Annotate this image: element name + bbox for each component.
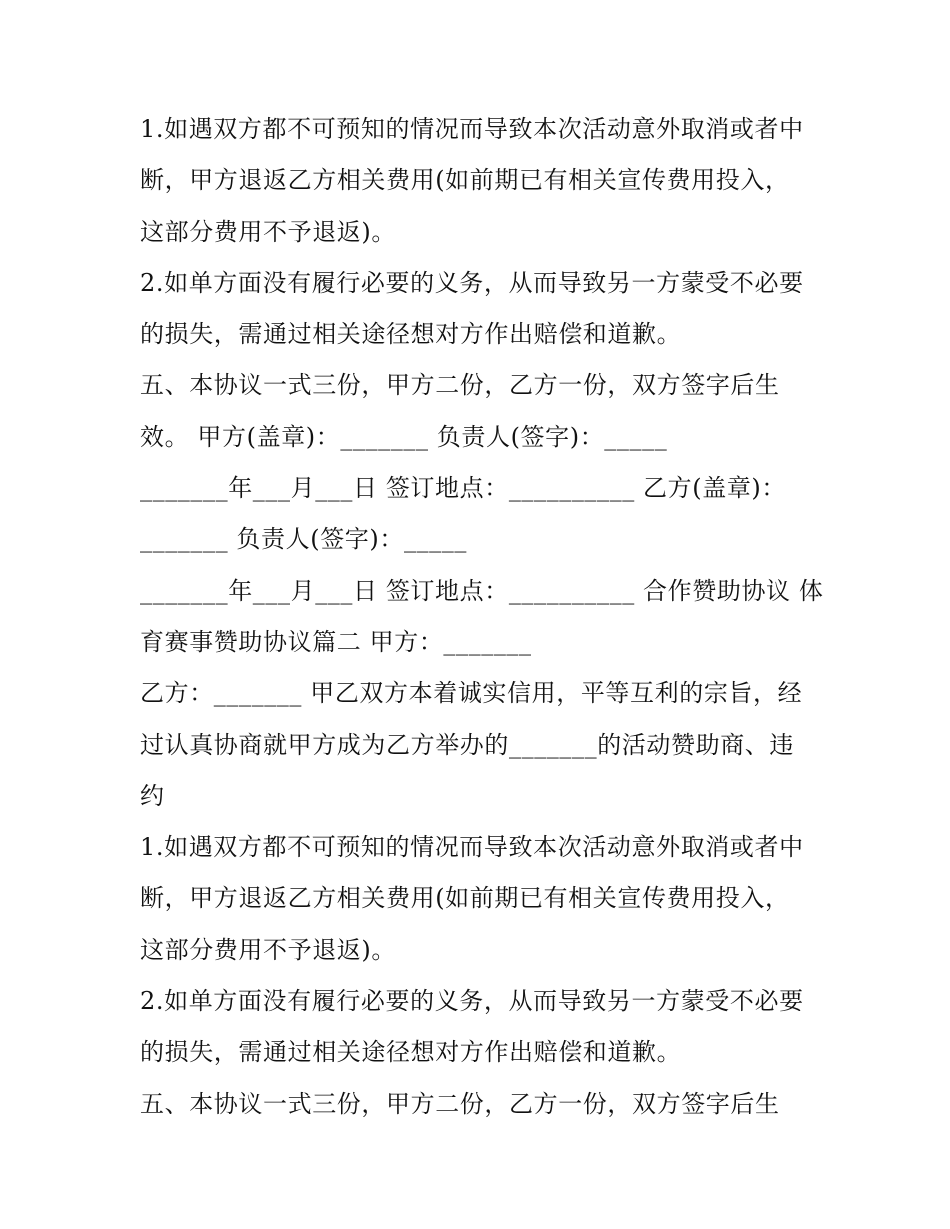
text-line: 1.如遇双方都不可预知的情况而导致本次活动意外取消或者中	[140, 833, 804, 862]
text-line: 1.如遇双方都不可预知的情况而导致本次活动意外取消或者中	[140, 115, 804, 143]
text-line: 育赛事赞助协议篇二 甲方：_______	[140, 627, 532, 656]
text-line: 2.如单方面没有履行必要的义务，从而导致另一方蒙受不必要	[140, 987, 804, 1016]
text-line: _______年___月___日 签订地点：__________ 乙方(盖章)：	[140, 474, 786, 503]
text-line: 的损失，需通过相关途径想对方作出赔偿和道歉。	[140, 320, 682, 349]
text-line: 这部分费用不予退返)。	[140, 935, 396, 964]
text-line: 断，甲方退返乙方相关费用(如前期已有相关宣传费用投入，	[140, 166, 790, 195]
text-line: 断，甲方退返乙方相关费用(如前期已有相关宣传费用投入，	[140, 884, 790, 913]
text-line: _______ 负责人(签字)：_____	[140, 525, 467, 554]
text-line: 过认真协商就甲方成为乙方举办的_______的活动赞助商、违	[140, 730, 794, 759]
text-line: 这部分费用不予退返)。	[140, 217, 396, 246]
text-line: 五、本协议一式三份，甲方二份，乙方一份，双方签字后生	[140, 371, 780, 400]
text-line: 2.如单方面没有履行必要的义务，从而导致另一方蒙受不必要	[140, 268, 804, 297]
text-line: 约	[140, 781, 165, 810]
text-line: 乙方：_______ 甲乙双方本着诚实信用，平等互利的宗旨，经	[140, 679, 803, 708]
text-line: 效。 甲方(盖章)：_______ 负责人(签字)：_____	[140, 422, 668, 451]
document-body	[140, 104, 824, 1130]
text-line: 五、本协议一式三份，甲方二份，乙方一份，双方签字后生	[140, 1089, 780, 1118]
text-line: 的损失，需通过相关途径想对方作出赔偿和道歉。	[140, 1038, 682, 1067]
text-line: _______年___月___日 签订地点：__________ 合作赞助协议 体	[140, 576, 824, 605]
